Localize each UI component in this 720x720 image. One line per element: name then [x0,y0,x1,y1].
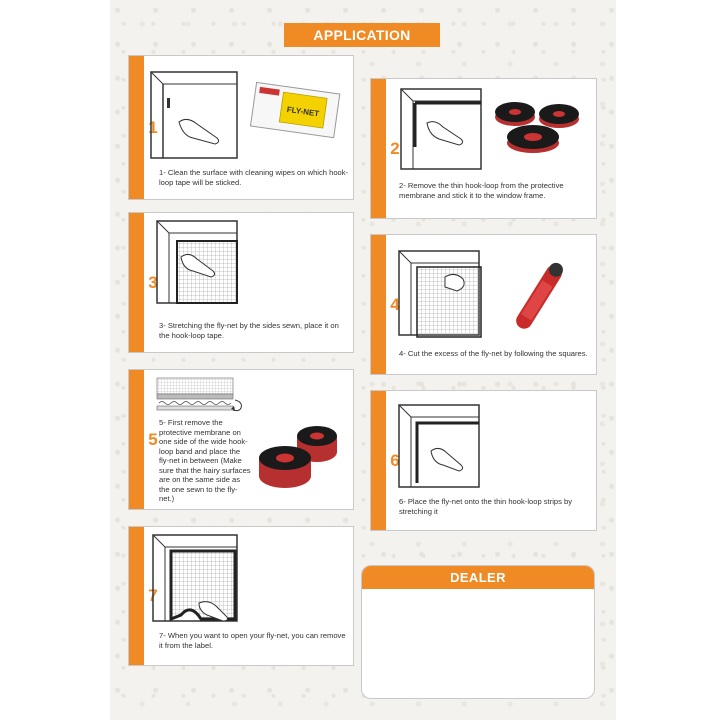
step-1-text: 1- Clean the surface with cleaning wipes on which hook-loop tape will be sticked. [159,168,349,187]
dealer-box [361,565,595,699]
step-bar [129,527,144,665]
step-bar [371,79,386,218]
step-6-card [370,390,597,531]
cutter-tool-image [499,257,579,337]
tape-rolls-image [489,91,589,163]
step-1-card [128,55,354,200]
fly-net-window-illustration [397,403,483,491]
step-number: 6 [390,450,400,470]
step-bar [129,213,144,352]
fly-net-window-illustration [397,249,483,339]
window-frame-illustration [399,87,485,173]
dealer-title: DEALER [362,566,594,589]
step-5-card [128,369,354,510]
step-7-card [128,526,354,666]
step-number: 5 [148,429,158,449]
step-bar [371,391,386,530]
step-number: 2 [390,138,400,158]
step-bar [371,235,386,374]
page-title: APPLICATION [284,23,440,47]
step-3-text: 3- Stretching the fly-net by the sides sewn, place it on the hook-loop tape. [159,321,339,340]
step-2-card [370,78,597,219]
step-bar [129,56,144,199]
wide-tape-rolls-image [253,422,345,494]
window-frame-illustration [149,70,241,162]
step-2-text: 2- Remove the thin hook-loop from the protective membrane and stick it to the window frame. [399,181,564,200]
step-number: 3 [148,272,158,292]
step-3-card [128,212,354,353]
step-4-card [370,234,597,375]
step-number: 1 [148,117,158,137]
step-number: 4 [390,294,400,314]
step-4-text: 4- Cut the excess of the fly-net by following the squares. [399,349,588,358]
packet-label: FLY-NET [286,104,320,119]
step-bar [129,370,144,509]
hook-loop-band-diagram [155,376,249,418]
step-7-text: 7- When you want to open your fly-net, you can remove it from the label. [159,631,346,650]
step-5-text: 5- First remove the protective membrane on one side of the wide hook-loop band and place the fly-net in between (Make sure that the hairy surfaces are on the same side as the one sewn to the fly-net.) [159,418,251,503]
fly-net-window-illustration [151,533,241,625]
step-number: 7 [148,586,158,605]
fly-net-window-illustration [155,219,241,307]
step-6-text: 6- Place the fly-net onto the thin hook-loop strips by stretching it [399,497,573,516]
cleaning-wipe-packet [247,80,343,142]
